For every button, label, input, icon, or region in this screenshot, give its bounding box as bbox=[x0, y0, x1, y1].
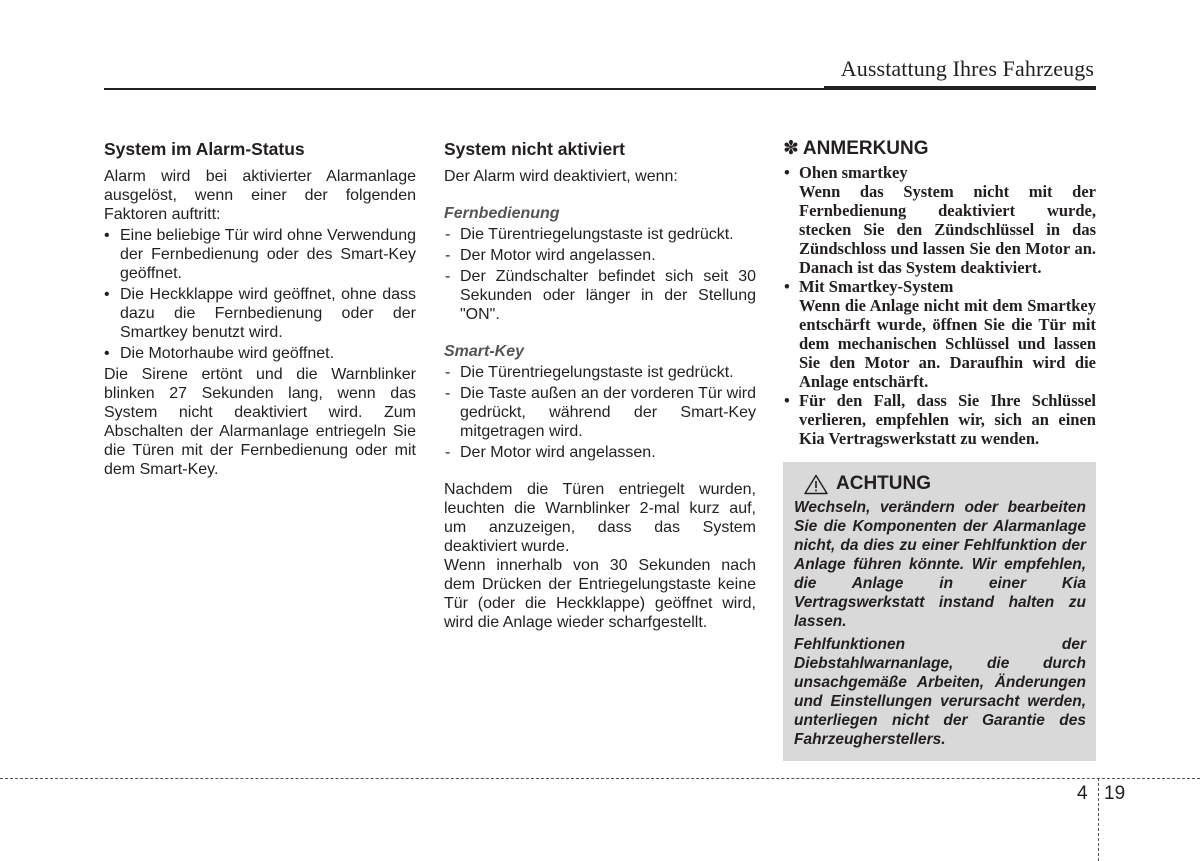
header-rule-accent bbox=[824, 86, 1096, 90]
remote-list bbox=[444, 225, 756, 324]
alarm-status-outro: Die Sirene ertönt und die Warnblinker blinken 27 Sekunden lang, wenn das System nicht deaktiviert wird. Zum Abschalten der Alarmanlage entriegeln Sie die Türen mit der Fernbedienung oder mit dem Smart-Key. bbox=[104, 366, 416, 478]
list-item: - Der Motor wird angelassen. bbox=[444, 443, 756, 462]
footer-dotted-rule bbox=[0, 778, 1200, 779]
note-item bbox=[783, 163, 1096, 277]
smart-key-list bbox=[444, 363, 756, 462]
note-item-head: • Mit Smartkey-System bbox=[799, 277, 954, 296]
column-notes bbox=[783, 138, 1096, 761]
list-item: • Die Motorhaube wird geöffnet. bbox=[104, 344, 416, 363]
caution-heading bbox=[804, 472, 1086, 496]
deactivated-paragraph-1: Nachdem die Türen entriegelt wurden, leuchten die Warnblinker 2-mal kurz auf, um anzuzeigen, dass das System deaktiviert wurde. bbox=[444, 481, 756, 555]
deactivated-intro: Der Alarm wird deaktiviert, wenn: bbox=[444, 168, 678, 185]
list-item: - Die Türentriegelungstaste ist gedrückt. bbox=[444, 363, 756, 382]
deactivated-paragraph-2: Wenn innerhalb von 30 Sekunden nach dem Drücken der Entriegelungstaste keine Tür (oder die Heckklappe) geöffnet wird, wird die Anlage wieder scharfgestellt. bbox=[444, 557, 756, 631]
note-item bbox=[783, 391, 1096, 448]
note-item-head: • Ohen smartkey bbox=[799, 163, 908, 182]
caution-paragraph-2: Fehlfunktionen der Diebstahlwarnanlage, die durch unsachgemäße Arbeiten, Änderungen und Einstellungen verursacht werden, unterliegen nicht der Garantie des Fahrzeugherstellers. bbox=[794, 636, 1086, 748]
alarm-trigger-list bbox=[104, 226, 416, 363]
caution-box bbox=[783, 462, 1096, 761]
list-item: • Eine beliebige Tür wird ohne Verwendung der Fernbedienung oder des Smart-Key geöffnet. bbox=[104, 226, 416, 283]
list-item: - Die Türentriegelungstaste ist gedrückt. bbox=[444, 225, 756, 244]
list-item: - Der Motor wird angelassen. bbox=[444, 246, 756, 265]
warning-triangle-icon bbox=[804, 474, 828, 495]
note-item-body: Wenn die Anlage nicht mit dem Smartkey entschärft wurde, öffnen Sie die Tür mit dem mechanischen Schlüssel und lassen Sie den Motor an. Daraufhin wird die Anlage entschärft. bbox=[799, 296, 1096, 391]
caution-title: ACHTUNG bbox=[836, 473, 931, 494]
subheading-smart-key: Smart-Key bbox=[444, 343, 525, 360]
asterisk-icon: ✽ bbox=[783, 138, 799, 159]
page-header-title: Ausstattung Ihres Fahrzeugs bbox=[840, 56, 1094, 81]
list-item: - Die Taste außen an der vorderen Tür wird gedrückt, während der Smart-Key mitgetragen wird. bbox=[444, 384, 756, 441]
subheading-remote: Fernbedienung bbox=[444, 205, 560, 222]
caution-paragraph-1: Wechseln, verändern oder bearbeiten Sie die Komponenten der Alarmanlage nicht, da dies zu einer Fehlfunktion der Anlage führen könnte. Wir empfehlen, die Anlage in einer Kia Vertragswerkstatt instand halten zu lassen. bbox=[794, 499, 1086, 630]
note-title: ANMERKUNG bbox=[802, 138, 929, 159]
column-alarm-status bbox=[104, 138, 416, 479]
footer-dotted-divider bbox=[1098, 778, 1099, 861]
alarm-status-intro: Alarm wird bei aktivierter Alarmanlage ausgelöst, wenn einer der folgenden Faktoren auftritt: bbox=[104, 168, 416, 223]
chapter-number: 4 bbox=[1077, 783, 1088, 804]
note-item bbox=[783, 277, 1096, 391]
section-heading-alarm-status: System im Alarm-Status bbox=[104, 139, 305, 159]
section-heading-system-deactivated: System nicht aktiviert bbox=[444, 139, 625, 159]
column-system-deactivated bbox=[444, 138, 756, 632]
note-item-body: • Für den Fall, dass Sie Ihre Schlüssel verlieren, empfehlen wir, sich an einen Kia Vertragswerkstatt zu wenden. bbox=[799, 391, 1096, 448]
page-number: 19 bbox=[1104, 783, 1126, 804]
note-heading bbox=[783, 138, 1096, 160]
note-list bbox=[783, 163, 1096, 448]
note-item-body: Wenn das System nicht mit der Fernbedienung deaktiviert wurde, stecken Sie den Zündschlüssel in das Zündschloss und lassen Sie den Motor an. Danach ist das System deaktiviert. bbox=[799, 182, 1096, 277]
list-item: • Die Heckklappe wird geöffnet, ohne dass dazu die Fernbedienung oder der Smartkey benutzt wird. bbox=[104, 285, 416, 342]
list-item: - Der Zündschalter befindet sich seit 30 Sekunden oder länger in der Stellung "ON". bbox=[444, 267, 756, 324]
